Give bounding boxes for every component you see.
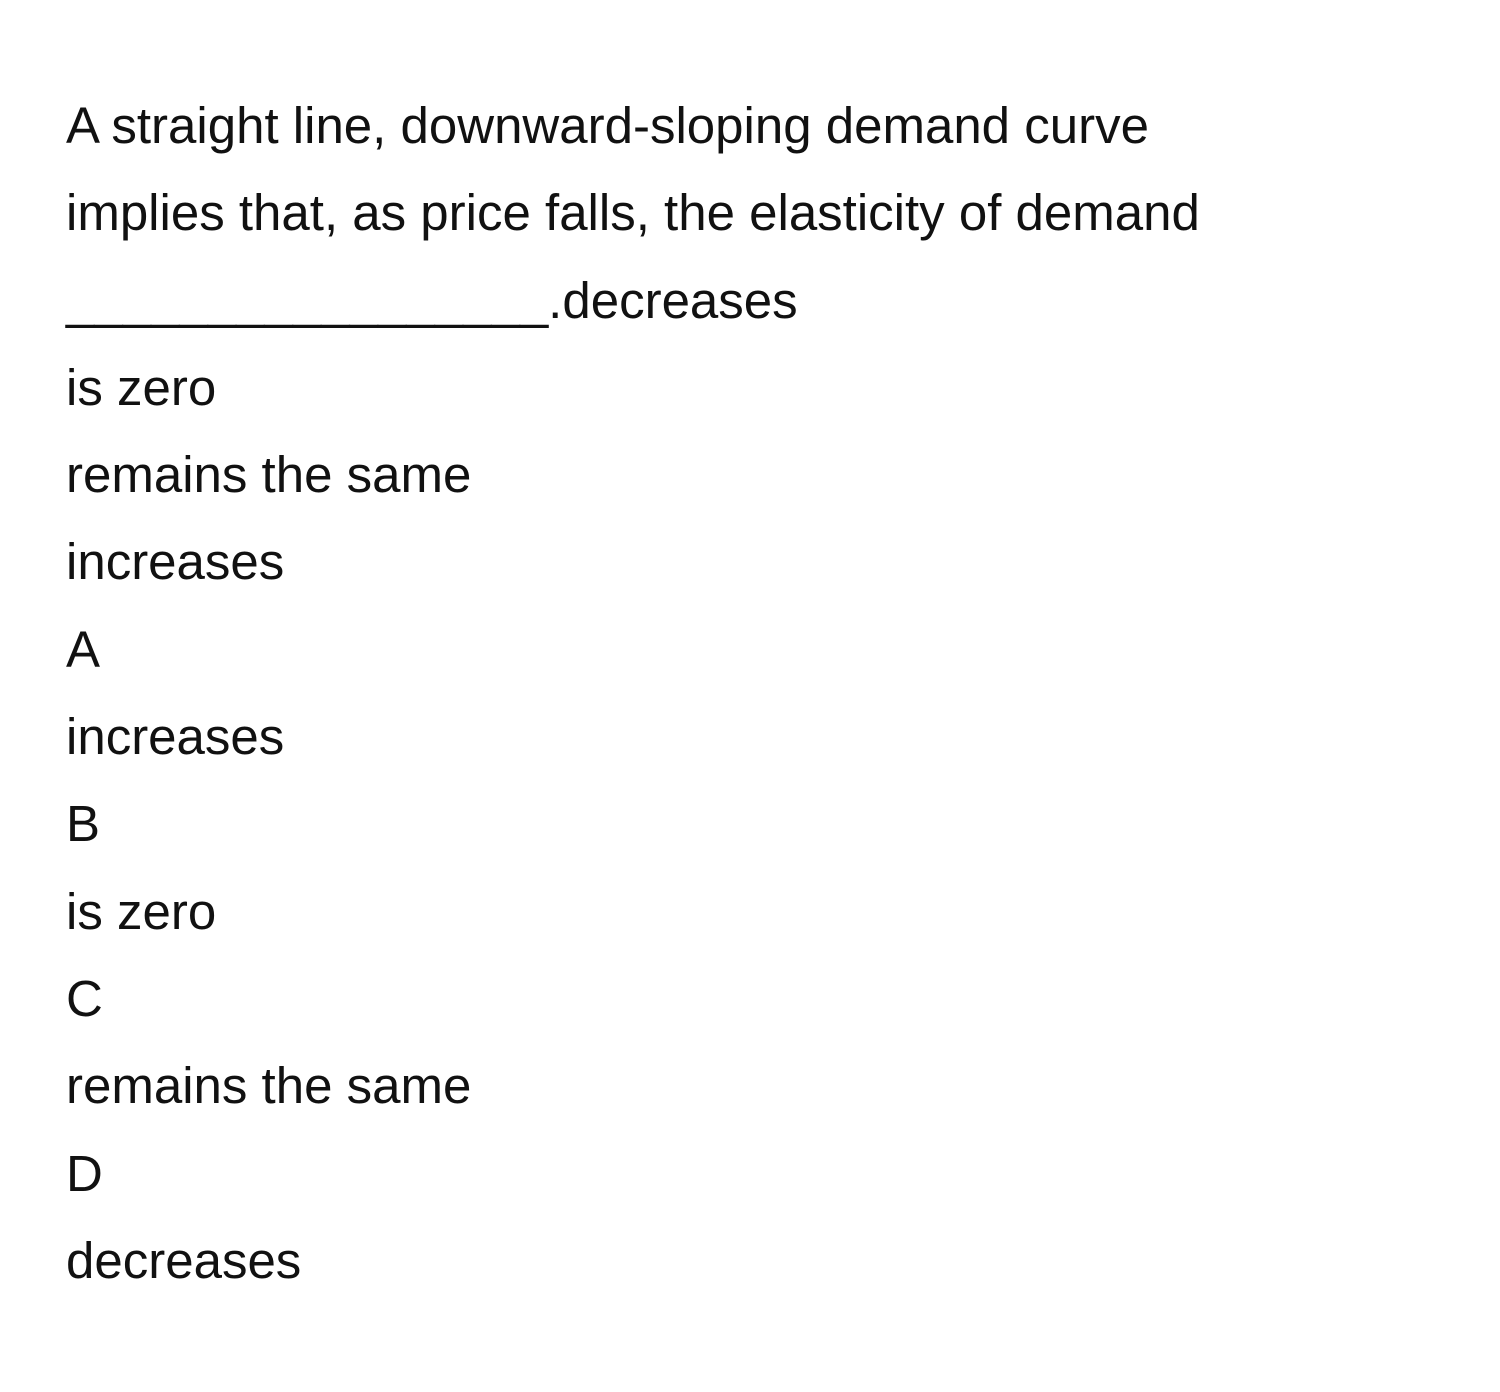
inline-choice: increases bbox=[66, 533, 285, 591]
inline-choice: is zero bbox=[66, 358, 217, 416]
question-stem bbox=[66, 82, 1466, 344]
inline-choice: remains the same bbox=[66, 446, 472, 504]
option-letter: B bbox=[66, 795, 101, 853]
option-letter: C bbox=[66, 969, 103, 1027]
option-a[interactable] bbox=[66, 606, 1466, 781]
option-letter: A bbox=[66, 620, 101, 678]
question-line: _________________.decreases bbox=[66, 271, 798, 329]
question-document bbox=[66, 82, 1466, 1304]
option-letter: D bbox=[66, 1144, 103, 1202]
answer-options bbox=[66, 606, 1466, 1304]
option-b[interactable] bbox=[66, 780, 1466, 955]
option-c[interactable] bbox=[66, 955, 1466, 1130]
question-line: A straight line, downward-sloping demand curve bbox=[66, 97, 1149, 154]
option-text: decreases bbox=[66, 1231, 302, 1289]
inline-choice-list bbox=[66, 344, 1466, 606]
option-text: is zero bbox=[66, 882, 217, 940]
option-text: remains the same bbox=[66, 1057, 472, 1115]
option-text: increases bbox=[66, 708, 285, 766]
question-line: implies that, as price falls, the elasticity of demand bbox=[66, 184, 1200, 242]
option-d[interactable] bbox=[66, 1130, 1466, 1305]
